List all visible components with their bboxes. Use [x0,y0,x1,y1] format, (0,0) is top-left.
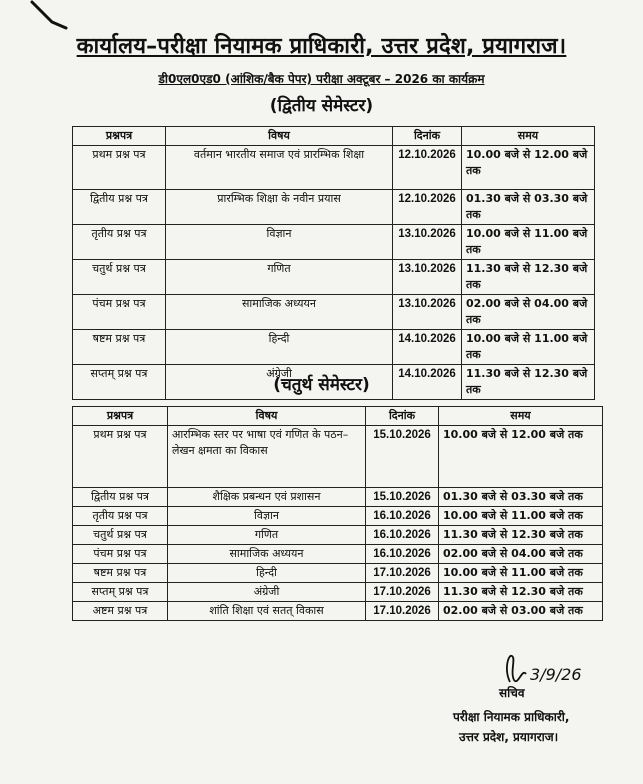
authority-line1: परीक्षा नियामक प्राधिकारी, [453,710,570,724]
table-row [73,426,603,488]
column-header-subject: विषय [166,127,393,146]
date-cell: 16.10.2026 [366,507,439,526]
date-cell: 17.10.2026 [366,583,439,602]
table-row [73,583,603,602]
paper-cell: द्वितीय प्रश्न पत्र [73,190,166,225]
time-cell: 10.00 बजे से 12.00 बजे तक [462,146,595,190]
table-row [73,330,595,365]
authority-line2: उत्तर प्रदेश, प्रयागराज। [459,730,559,744]
time-cell: 01.30 बजे से 03.30 बजे तक [462,190,595,225]
subject-cell: गणित [168,526,366,545]
paper-cell: पंचम प्रश्न पत्र [73,295,166,330]
column-header-subject: विषय [168,407,366,426]
signature-date-text: 3/9/26 [530,665,582,684]
date-cell: 16.10.2026 [366,545,439,564]
date-cell: 16.10.2026 [366,526,439,545]
subject-cell: हिन्दी [168,564,366,583]
subject-cell: आरम्भिक स्तर पर भाषा एवं गणित के पठन–लेखन क्षमता का विकास [168,426,366,488]
time-cell: 02.00 बजे से 03.00 बजे तक [439,602,603,621]
paper-cell: सप्तम् प्रश्न पत्र [73,583,168,602]
subject-cell: सामाजिक अध्ययन [166,295,393,330]
table-row [73,602,603,621]
column-header-time: समय [462,127,595,146]
subject-cell: विज्ञान [168,507,366,526]
date-cell: 13.10.2026 [393,260,462,295]
time-cell: 10.00 बजे से 11.00 बजे तक [462,330,595,365]
paper-cell: तृतीय प्रश्न पत्र [73,507,168,526]
paper-cell: तृतीय प्रश्न पत्र [73,225,166,260]
table-row [73,526,603,545]
table-row [73,295,595,330]
date-cell: 14.10.2026 [393,330,462,365]
subject-cell: अंग्रेजी [168,583,366,602]
paper-cell: प्रथम प्रश्न पत्र [73,426,168,488]
date-cell: 17.10.2026 [366,602,439,621]
time-cell: 10.00 बजे से 12.00 बजे तक [439,426,603,488]
time-cell: 01.30 बजे से 03.30 बजे तक [439,488,603,507]
table-row [73,545,603,564]
date-cell: 12.10.2026 [393,146,462,190]
time-cell: 11.30 बजे से 12.30 बजे तक [462,365,595,400]
date-cell: 13.10.2026 [393,295,462,330]
time-cell: 10.00 बजे से 11.00 बजे तक [462,225,595,260]
date-cell: 17.10.2026 [366,564,439,583]
table-row [73,260,595,295]
paper-cell: प्रथम प्रश्न पत्र [73,146,166,190]
date-cell: 15.10.2026 [366,488,439,507]
time-cell: 10.00 बजे से 11.00 बजे तक [439,507,603,526]
table-header-row [73,407,603,426]
time-cell: 11.30 बजे से 12.30 बजे तक [439,583,603,602]
time-cell: 02.00 बजे से 04.00 बजे तक [439,545,603,564]
semester2-schedule-table [72,126,595,400]
semester4-schedule-table [72,406,603,621]
time-cell: 11.30 बजे से 12.30 बजे तक [462,260,595,295]
subject-cell: गणित [166,260,393,295]
subject-cell: वर्तमान भारतीय समाज एवं प्रारम्भिक शिक्षा [166,146,393,190]
column-header-date: दिनांक [366,407,439,426]
time-cell: 02.00 बजे से 04.00 बजे तक [462,295,595,330]
secretary-label: सचिव [499,686,525,700]
subject-cell: सामाजिक अध्ययन [168,545,366,564]
column-header-time: समय [439,407,603,426]
subject-cell: शांति शिक्षा एवं सतत् विकास [168,602,366,621]
paper-cell: षष्टम प्रश्न पत्र [73,330,166,365]
date-cell: 15.10.2026 [366,426,439,488]
paper-cell: षष्टम प्रश्न पत्र [73,564,168,583]
table-row [73,564,603,583]
table-row [73,488,603,507]
paper-cell: चतुर्थ प्रश्न पत्र [73,526,168,545]
table-header-row [73,127,595,146]
subject-cell: प्रारम्भिक शिक्षा के नवीन प्रयास [166,190,393,225]
time-cell: 11.30 बजे से 12.30 बजे तक [439,526,603,545]
semester4-heading: (चतुर्थ सेमेस्टर) [273,375,370,395]
date-cell: 12.10.2026 [393,190,462,225]
subject-cell: विज्ञान [166,225,393,260]
paper-cell: चतुर्थ प्रश्न पत्र [73,260,166,295]
column-header-paper: प्रश्नपत्र [73,407,168,426]
subject-cell: अंग्रेजी [166,365,393,400]
date-cell: 14.10.2026 [393,365,462,400]
table-row [73,225,595,260]
office-title: कार्यालय–परीक्षा नियामक प्राधिकारी, उत्तर प्रदेश, प्रयागराज। [76,34,567,59]
date-cell: 13.10.2026 [393,225,462,260]
exam-schedule-subtitle: डी0एल0एड0 (आंशिक/बैक पेपर) परीक्षा अक्टूबर – 2026 का कार्यक्रम [158,72,485,86]
subject-cell: शैक्षिक प्रबन्धन एवं प्रशासन [168,488,366,507]
table-row [73,190,595,225]
paper-cell: सप्तम् प्रश्न पत्र [73,365,166,400]
corner-pen-mark [30,0,70,30]
time-cell: 10.00 बजे से 11.00 बजे तक [439,564,603,583]
column-header-date: दिनांक [393,127,462,146]
table-row [73,146,595,190]
subject-cell: हिन्दी [166,330,393,365]
semester2-heading: (द्वितीय सेमेस्टर) [269,96,374,116]
table-row [73,507,603,526]
paper-cell: अष्टम प्रश्न पत्र [73,602,168,621]
column-header-paper: प्रश्नपत्र [73,127,166,146]
paper-cell: द्वितीय प्रश्न पत्र [73,488,168,507]
paper-cell: पंचम प्रश्न पत्र [73,545,168,564]
